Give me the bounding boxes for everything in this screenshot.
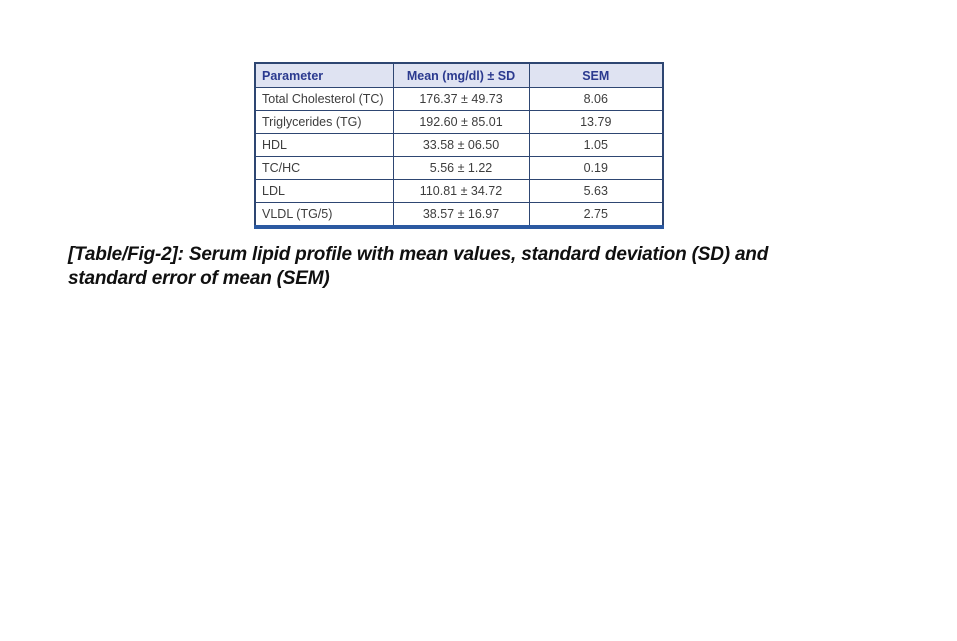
cell-sem: 0.19 <box>529 157 663 180</box>
cell-mean-sd: 176.37 ± 49.73 <box>393 88 529 111</box>
table-row <box>255 203 663 228</box>
table-row <box>255 157 663 180</box>
cell-mean-sd: 110.81 ± 34.72 <box>393 180 529 203</box>
cell-sem: 1.05 <box>529 134 663 157</box>
lipid-profile-table-wrap <box>254 62 664 229</box>
cell-mean-sd: 38.57 ± 16.97 <box>393 203 529 228</box>
cell-mean-sd: 5.56 ± 1.22 <box>393 157 529 180</box>
header-cell-parameter: Parameter <box>255 63 393 88</box>
cell-sem: 8.06 <box>529 88 663 111</box>
header-cell-mean-sd: Mean (mg/dl) ± SD <box>393 63 529 88</box>
lipid-profile-table <box>254 62 664 229</box>
cell-mean-sd: 33.58 ± 06.50 <box>393 134 529 157</box>
table-row <box>255 88 663 111</box>
cell-mean-sd: 192.60 ± 85.01 <box>393 111 529 134</box>
cell-parameter: VLDL (TG/5) <box>255 203 393 228</box>
cell-parameter: Total Cholesterol (TC) <box>255 88 393 111</box>
cell-sem: 2.75 <box>529 203 663 228</box>
figure-caption: [Table/Fig-2]: Serum lipid profile with mean values, standard deviation (SD) and standard error of mean (SEM) <box>68 244 769 289</box>
cell-sem: 5.63 <box>529 180 663 203</box>
cell-parameter: TC/HC <box>255 157 393 180</box>
table-row <box>255 134 663 157</box>
table-header-row <box>255 63 663 88</box>
cell-parameter: Triglycerides (TG) <box>255 111 393 134</box>
cell-sem: 13.79 <box>529 111 663 134</box>
table-row <box>255 111 663 134</box>
table-row <box>255 180 663 203</box>
header-cell-sem: SEM <box>529 63 663 88</box>
cell-parameter: HDL <box>255 134 393 157</box>
cell-parameter: LDL <box>255 180 393 203</box>
